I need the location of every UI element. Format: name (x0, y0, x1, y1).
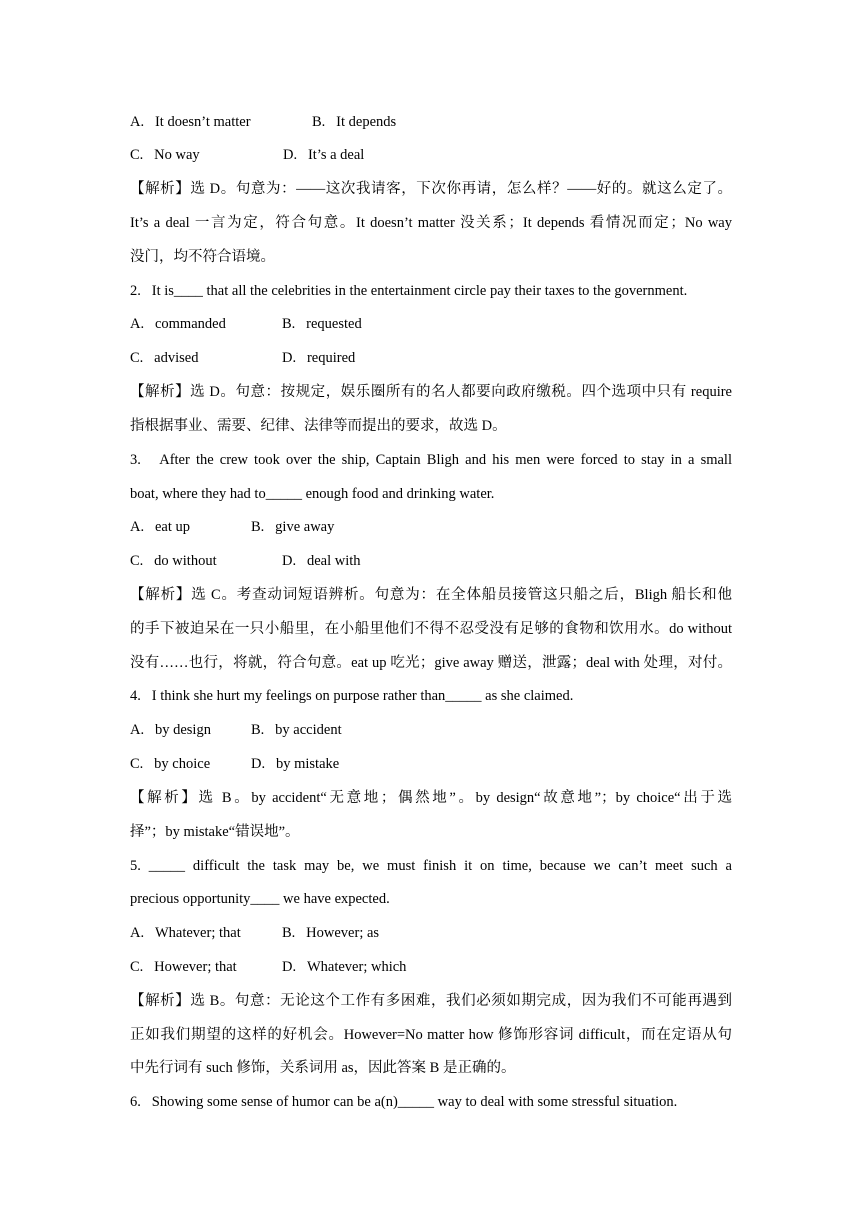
q5-stem-line-1: 5. _____ difficult the task may be, we must finish it on time, because we can’t meet such a (130, 858, 732, 874)
q3-option-b: B. give away (251, 519, 335, 535)
q4-option-c: C. by choice (130, 756, 211, 772)
q2-stem: 2. It is____ that all the celebrities in the entertainment circle pay their taxes to the government. (130, 283, 688, 299)
q1-option-b: B. It depends (312, 114, 397, 130)
q5-analysis-line-2: 正如我们期望的这样的好机会。However=No matter how 修饰形容词 difficult，而在定语从句 (130, 1027, 732, 1043)
q1-option-c: C. No way (130, 147, 200, 163)
q4-analysis-line-1: 【解析】选 B。by accident“无意地；偶然地”。by design“故意地”；by choice“出于选 (130, 790, 732, 806)
q3-stem-line-1: 3. After the crew took over the ship, Captain Bligh and his men were forced to stay in a small (130, 452, 732, 468)
q6-stem: 6. Showing some sense of humor can be a(n)_____ way to deal with some stressful situation. (130, 1094, 678, 1110)
q4-stem: 4. I think she hurt my feelings on purpose rather than_____ as she claimed. (130, 688, 574, 704)
q2-option-c: C. advised (130, 350, 199, 366)
q5-option-a: A. Whatever; that (130, 925, 241, 941)
q5-option-b: B. However; as (282, 925, 380, 941)
q2-analysis-line-1: 【解析】选 D。句意：按规定，娱乐圈所有的名人都要向政府缴税。四个选项中只有 require (130, 384, 732, 400)
q3-option-c: C. do without (130, 553, 217, 569)
q3-analysis-line-2: 的手下被迫呆在一只小船里，在小船里他们不得不忍受没有足够的食物和饮用水。do without (130, 621, 732, 637)
q3-option-a: A. eat up (130, 519, 190, 535)
q2-analysis-line-2: 指根据事业、需要、纪律、法律等而提出的要求，故选 D。 (130, 418, 507, 434)
q1-option-a: A. It doesn’t matter (130, 114, 251, 130)
q5-analysis-line-1: 【解析】选 B。句意：无论这个工作有多困难，我们必须如期完成，因为我们不可能再遇到 (130, 993, 732, 1009)
q1-analysis-line-1: 【解析】选 D。句意为：——这次我请客，下次你再请，怎么样？——好的。就这么定了。 (130, 181, 732, 197)
q5-option-d: D. Whatever; which (282, 959, 407, 975)
q1-analysis-line-2: It’s a deal 一言为定，符合句意。It doesn’t matter 没关系；It depends 看情况而定；No way (130, 215, 732, 231)
q5-analysis-line-3: 中先行词有 such 修饰，关系词用 as，因此答案 B 是正确的。 (130, 1060, 516, 1076)
q4-option-d: D. by mistake (251, 756, 340, 772)
q1-analysis-line-3: 没门，均不符合语境。 (130, 249, 275, 265)
q4-option-a: A. by design (130, 722, 211, 738)
q2-option-d: D. required (282, 350, 356, 366)
q4-analysis-line-2: 择”；by mistake“错误地”。 (130, 824, 300, 840)
q3-analysis-line-3: 没有……也行，将就，符合句意。eat up 吃光；give away 赠送，泄露；deal with 处理，对付。 (130, 655, 732, 671)
q4-option-b: B. by accident (251, 722, 342, 738)
q2-option-b: B. requested (282, 316, 362, 332)
q3-analysis-line-1: 【解析】选 C。考查动词短语辨析。句意为：在全体船员接管这只船之后，Bligh 船长和他 (130, 587, 732, 603)
q1-option-d: D. It’s a deal (283, 147, 365, 163)
q5-option-c: C. However; that (130, 959, 237, 975)
q3-stem-line-2: boat, where they had to_____ enough food and drinking water. (130, 486, 495, 502)
q2-option-a: A. commanded (130, 316, 226, 332)
q3-option-d: D. deal with (282, 553, 361, 569)
q5-stem-line-2: precious opportunity____ we have expected. (130, 891, 390, 907)
